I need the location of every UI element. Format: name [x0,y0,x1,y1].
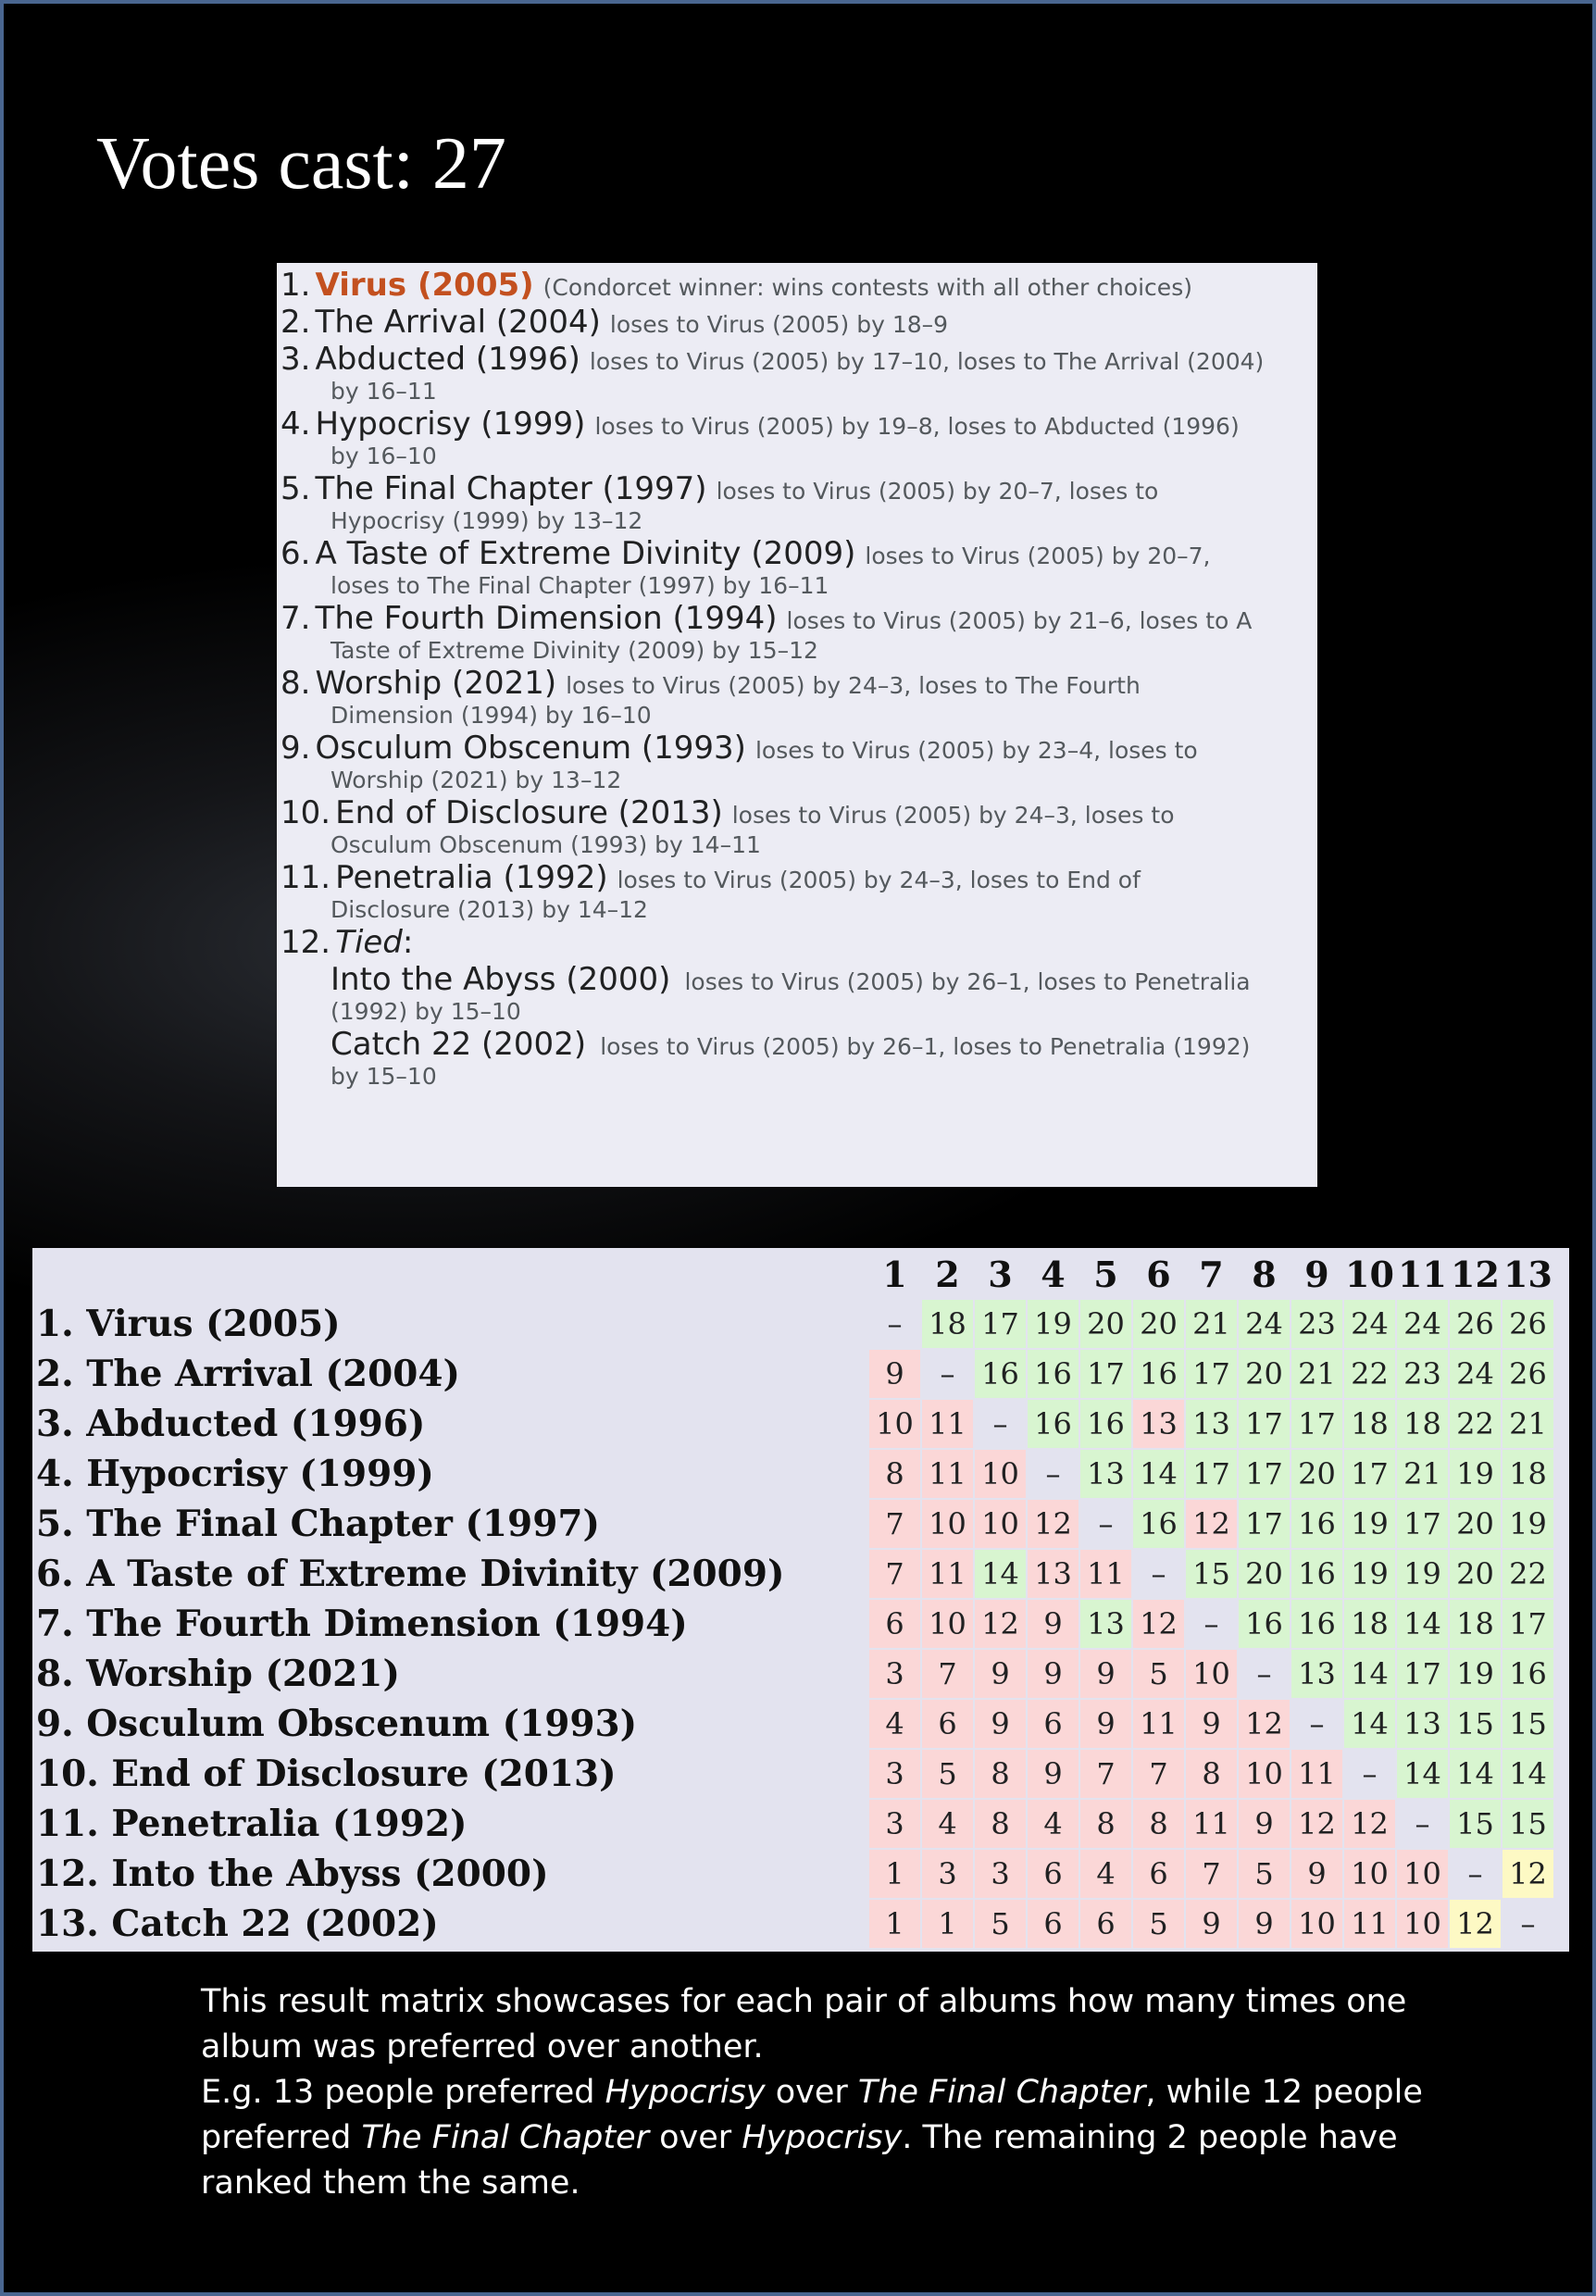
matrix-cell: 9 [1080,1650,1131,1698]
matrix-cell: 9 [1291,1850,1342,1898]
matrix-cell: 19 [1028,1300,1079,1348]
matrix-cell: – [1203,1606,1219,1641]
caption-text: , while 12 people preferred [201,2074,1423,2156]
ranking-entry [281,267,1317,304]
matrix-cell: – [1362,1756,1378,1791]
album-name: The Final Chapter (1997) [315,470,707,507]
tied-colon: : [402,924,414,961]
matrix-cell: 24 [1239,1300,1290,1348]
matrix-cell: 16 [1080,1400,1131,1448]
matrix-cell: 9 [1028,1750,1079,1798]
matrix-cell: 12 [1450,1900,1501,1948]
matrix-cell: 9 [1239,1900,1290,1948]
rank-number: 1. [281,267,311,304]
matrix-cell: 18 [922,1300,973,1348]
matrix-cell: 4 [1080,1850,1131,1898]
matrix-cell: 8 [1080,1800,1131,1848]
matrix-cell: 11 [922,1450,973,1498]
votes-cast-title: Votes cast: 27 [96,123,506,205]
matrix-row [36,1500,1553,1548]
matrix-cell: 24 [1450,1350,1501,1398]
matrix-cell: 18 [1344,1600,1395,1648]
matrix-cell: 13 [1028,1550,1079,1598]
matrix-cell: 12 [1291,1800,1342,1848]
ranking-entry [281,304,1317,341]
matrix-cell: 18 [1397,1400,1448,1448]
matrix-cell: 15 [1186,1550,1237,1598]
matrix-cell: 4 [1028,1800,1079,1848]
matrix-cell: 15 [1502,1700,1553,1748]
column-header: 1 [882,1253,907,1295]
rank-reason-cont: Hypocrisy (1999) by 13–12 [330,507,643,534]
matrix-cell: 22 [1450,1400,1501,1448]
matrix-cell: 19 [1344,1500,1395,1548]
ranking-entry [281,600,1317,665]
matrix-cell: 7 [1133,1750,1184,1798]
matrix-cell: 10 [869,1400,920,1448]
matrix-cell: 14 [1502,1750,1553,1798]
album-name: The Fourth Dimension (1994) [315,600,778,637]
matrix-cell: 10 [922,1500,973,1548]
row-header: 1. Virus (2005) [36,1303,341,1345]
matrix-cell: 11 [1344,1900,1395,1948]
column-header: 13 [1503,1253,1552,1295]
matrix-cell: 24 [1344,1300,1395,1348]
matrix-row [36,1450,1553,1498]
matrix-cell: 14 [1344,1700,1395,1748]
matrix-cell: 9 [869,1350,920,1398]
row-header: 10. End of Disclosure (2013) [36,1753,617,1795]
matrix-cell: – [1151,1556,1166,1591]
rank-reason: loses to Virus (2005) by 26–1, loses to Penetralia [684,968,1251,995]
caption-album: Hypocrisy [742,2119,903,2156]
matrix-cell: 10 [975,1450,1026,1498]
matrix-cell: 7 [922,1650,973,1698]
matrix-cell: 12 [1502,1850,1553,1898]
matrix-cell: 1 [922,1900,973,1948]
matrix-cell: 23 [1291,1300,1342,1348]
ranking-entry [281,341,1317,406]
matrix-cell: 20 [1133,1300,1184,1348]
caption-text: over [765,2074,858,2111]
matrix-cell: 6 [922,1700,973,1748]
matrix-cell: 16 [1291,1600,1342,1648]
rank-reason-cont: Osculum Obscenum (1993) by 14–11 [330,831,761,858]
album-name: End of Disclosure (2013) [335,794,723,831]
matrix-cell: – [1045,1456,1061,1491]
matrix-cell: 6 [1080,1900,1131,1948]
matrix-cell: 21 [1186,1300,1237,1348]
column-header: 5 [1093,1253,1118,1295]
matrix-cell: 13 [1080,1450,1131,1498]
matrix-cell: 12 [1133,1600,1184,1648]
row-header: 6. A Taste of Extreme Divinity (2009) [36,1553,785,1595]
matrix-cell: 6 [1028,1850,1079,1898]
matrix-cell: 12 [1028,1500,1079,1548]
matrix-cell: 20 [1450,1550,1501,1598]
matrix-cell: 10 [975,1500,1026,1548]
matrix-cell: 16 [1133,1500,1184,1548]
matrix-table [34,1248,1555,1950]
matrix-cell: 9 [1186,1900,1237,1948]
matrix-cell: 16 [1239,1600,1290,1648]
column-header: 7 [1199,1253,1224,1295]
matrix-cell: 16 [1291,1550,1342,1598]
matrix-cell: 12 [1186,1500,1237,1548]
matrix-row [36,1900,1553,1948]
album-name: Penetralia (1992) [335,859,608,896]
matrix-cell: 14 [1344,1650,1395,1698]
matrix-cell: 17 [975,1300,1026,1348]
matrix-cell: 20 [1080,1300,1131,1348]
matrix-cell: 21 [1502,1400,1553,1448]
matrix-cell: 16 [1502,1650,1553,1698]
matrix-cell: 13 [1133,1400,1184,1448]
column-header: 9 [1304,1253,1329,1295]
ranking-entry [281,470,1317,535]
column-header: 8 [1252,1253,1277,1295]
matrix-cell: 1 [869,1850,920,1898]
matrix-cell: 26 [1450,1300,1501,1348]
matrix-cell: 20 [1291,1450,1342,1498]
matrix-cell: 6 [1028,1900,1079,1948]
rank-reason-cont: Dimension (1994) by 16–10 [330,702,652,729]
rank-reason-cont: Disclosure (2013) by 14–12 [330,896,648,923]
rank-reason: loses to Virus (2005) by 17–10, loses to The Arrival (2004) [589,348,1265,375]
matrix-cell: 19 [1450,1650,1501,1698]
matrix-cell: 16 [1133,1350,1184,1398]
matrix-cell: 17 [1239,1450,1290,1498]
ranking-entry [281,794,1317,859]
row-header: 2. The Arrival (2004) [36,1353,461,1395]
rank-reason-cont: (1992) by 15–10 [330,998,521,1025]
rank-reason-cont: loses to The Final Chapter (1997) by 16–11 [330,572,829,599]
tied-item [281,1026,1317,1091]
matrix-cell: 18 [1502,1450,1553,1498]
tied-label: Tied [335,924,403,961]
matrix-cell: 19 [1450,1450,1501,1498]
matrix-cell: 16 [1028,1350,1079,1398]
matrix-cell: 13 [1291,1650,1342,1698]
rank-number: 7. [281,600,311,637]
column-header: 10 [1345,1253,1394,1295]
caption-line-2 [201,2070,1497,2206]
matrix-cell: 10 [1291,1900,1342,1948]
rank-reason: (Condorcet winner: wins contests with all other choices) [542,274,1192,301]
matrix-cell: 5 [1133,1650,1184,1698]
matrix-cell: 16 [975,1350,1026,1398]
rank-reason: loses to Virus (2005) by 21–6, loses to A [786,607,1253,634]
matrix-cell: 13 [1080,1600,1131,1648]
row-header: 13. Catch 22 (2002) [36,1903,439,1945]
matrix-cell: 7 [1080,1750,1131,1798]
album-name: Worship (2021) [315,665,557,702]
matrix-cell: 17 [1239,1500,1290,1548]
matrix-cell: 15 [1450,1700,1501,1748]
caption-text: over [649,2119,742,2156]
matrix-cell: 18 [1450,1600,1501,1648]
matrix-cell: 1 [869,1900,920,1948]
column-header: 6 [1146,1253,1171,1295]
rank-number: 12. [281,924,331,961]
matrix-cell: 4 [869,1700,920,1748]
matrix-row [36,1300,1553,1348]
matrix-cell: 12 [1344,1800,1395,1848]
rank-reason-cont: by 16–11 [330,378,437,405]
matrix-cell: 9 [975,1650,1026,1698]
rank-reason: loses to Virus (2005) by 24–3, loses to The Fourth [566,672,1141,699]
matrix-cell: 19 [1502,1500,1553,1548]
matrix-cell: 17 [1239,1400,1290,1448]
matrix-cell: 11 [922,1400,973,1448]
matrix-cell: 16 [1028,1400,1079,1448]
album-name: The Arrival (2004) [315,304,601,341]
matrix-cell: 8 [869,1450,920,1498]
rank-number: 4. [281,406,311,443]
matrix-cell: 17 [1186,1350,1237,1398]
matrix-row [36,1750,1553,1798]
matrix-cell: 10 [1397,1850,1448,1898]
matrix-cell: 24 [1397,1300,1448,1348]
rank-reason-cont: by 15–10 [330,1063,437,1090]
matrix-cell: 9 [1080,1700,1131,1748]
album-name: Into the Abyss (2000) [330,961,671,998]
rank-reason: loses to Virus (2005) by 24–3, loses to End of [617,867,1141,893]
caption-album: The Final Chapter [361,2119,649,2156]
rank-number: 3. [281,341,311,378]
rank-number: 2. [281,304,311,341]
column-header: 11 [1398,1253,1447,1295]
rank-reason: loses to Virus (2005) by 23–4, loses to [754,737,1198,764]
row-header: 7. The Fourth Dimension (1994) [36,1603,688,1645]
matrix-cell: 4 [922,1800,973,1848]
album-name: A Taste of Extreme Divinity (2009) [315,535,856,572]
matrix-cell: 9 [1028,1600,1079,1648]
matrix-cell: 3 [869,1800,920,1848]
ranking-entry [281,730,1317,794]
matrix-cell: 18 [1344,1400,1395,1448]
matrix-cell: 13 [1397,1700,1448,1748]
matrix-cell: 5 [1133,1900,1184,1948]
matrix-cell: 11 [922,1550,973,1598]
matrix-cell: 14 [975,1550,1026,1598]
matrix-cell: 15 [1450,1800,1501,1848]
matrix-cell: – [1098,1506,1114,1541]
caption-line-1: This result matrix showcases for each pair of albums how many times one album was preferred over another. [201,1983,1407,2065]
matrix-cell: 6 [1028,1700,1079,1748]
row-header: 8. Worship (2021) [36,1653,400,1695]
matrix-cell: 3 [922,1850,973,1898]
album-name: Osculum Obscenum (1993) [315,730,746,767]
matrix-cell: 5 [1239,1850,1290,1898]
matrix-cell: 8 [1186,1750,1237,1798]
rank-reason: loses to Virus (2005) by 18–9 [609,311,949,338]
matrix-cell: 19 [1397,1550,1448,1598]
matrix-cell: 17 [1186,1450,1237,1498]
caption [201,1979,1497,2206]
matrix-row [36,1400,1553,1448]
matrix-row [36,1350,1553,1398]
row-header: 3. Abducted (1996) [36,1403,426,1445]
row-header: 11. Penetralia (1992) [36,1803,468,1845]
matrix-cell: 10 [1397,1900,1448,1948]
album-name: Catch 22 (2002) [330,1026,587,1063]
matrix-cell: – [1309,1706,1325,1741]
matrix-cell: – [1520,1906,1536,1941]
matrix-cell: 9 [1028,1650,1079,1698]
matrix-cell: 3 [869,1750,920,1798]
caption-text: . The remaining 2 people have ranked them the same. [201,2119,1398,2202]
caption-album: The Final Chapter [857,2074,1146,2111]
matrix-row [36,1800,1553,1848]
rank-reason: loses to Virus (2005) by 24–3, loses to [731,802,1175,829]
matrix-cell: 17 [1397,1650,1448,1698]
ranking-entry [281,535,1317,600]
matrix-cell: 17 [1397,1500,1448,1548]
matrix-cell: 10 [1186,1650,1237,1698]
matrix-cell: 9 [975,1700,1026,1748]
matrix-cell: 22 [1502,1550,1553,1598]
album-name: Abducted (1996) [315,341,580,378]
matrix-cell: 9 [1239,1800,1290,1848]
matrix-cell: – [1415,1806,1430,1841]
matrix-cell: 21 [1291,1350,1342,1398]
corner-cell [36,1250,867,1298]
rank-number: 11. [281,859,331,896]
matrix-cell: 17 [1291,1400,1342,1448]
matrix-cell: 10 [1239,1750,1290,1798]
matrix-cell: 11 [1133,1700,1184,1748]
matrix-cell: – [940,1356,955,1391]
matrix-cell: 17 [1344,1450,1395,1498]
matrix-cell: 14 [1397,1600,1448,1648]
matrix-cell: 6 [1133,1850,1184,1898]
matrix-cell: 11 [1080,1550,1131,1598]
matrix-row [36,1700,1553,1748]
matrix-row [36,1850,1553,1898]
matrix-cell: 14 [1450,1750,1501,1798]
rank-reason: loses to Virus (2005) by 26–1, loses to Penetralia (1992) [600,1033,1251,1060]
rank-number: 8. [281,665,311,702]
matrix-cell: 5 [922,1750,973,1798]
matrix-cell: – [887,1306,903,1341]
matrix-cell: 7 [869,1500,920,1548]
album-name: Hypocrisy (1999) [315,406,586,443]
row-header: 5. The Final Chapter (1997) [36,1503,600,1545]
matrix-cell: 12 [975,1600,1026,1648]
matrix-cell: 17 [1080,1350,1131,1398]
matrix-cell: 8 [975,1750,1026,1798]
ranking-list [281,267,1317,924]
matrix-cell: 9 [1186,1700,1237,1748]
matrix-cell: 23 [1397,1350,1448,1398]
rank-reason-cont: Worship (2021) by 13–12 [330,767,622,793]
matrix-cell: 7 [869,1550,920,1598]
matrix-cell: 11 [1291,1750,1342,1798]
tied-item [281,961,1317,1026]
matrix-cell: – [992,1406,1008,1441]
matrix-cell: 15 [1502,1800,1553,1848]
tied-group [281,924,1317,1091]
caption-album: Hypocrisy [605,2074,766,2111]
rank-number: 10. [281,794,331,831]
row-header: 12. Into the Abyss (2000) [36,1853,549,1895]
column-header: 2 [935,1253,960,1295]
ranking-entry [281,665,1317,730]
rank-number: 5. [281,470,311,507]
rank-reason-cont: by 16–10 [330,443,437,469]
rank-reason: loses to Virus (2005) by 20–7, loses to [716,478,1159,505]
matrix-cell: 14 [1397,1750,1448,1798]
matrix-cell: 16 [1291,1500,1342,1548]
matrix-row [36,1650,1553,1698]
matrix-cell: 3 [869,1650,920,1698]
matrix-cell: 6 [869,1600,920,1648]
matrix-cell: 7 [1186,1850,1237,1898]
column-header: 12 [1451,1253,1500,1295]
matrix-cell: 8 [1133,1800,1184,1848]
album-name: Virus (2005) [315,267,534,304]
matrix-cell: 19 [1344,1550,1395,1598]
rank-reason: loses to Virus (2005) by 19–8, loses to Abducted (1996) [594,413,1240,440]
result-matrix [32,1248,1569,1952]
matrix-cell: 20 [1239,1350,1290,1398]
matrix-cell: 26 [1502,1350,1553,1398]
rank-reason-cont: Taste of Extreme Divinity (2009) by 15–12 [330,637,818,664]
ranking-panel [277,263,1317,1187]
row-header: 4. Hypocrisy (1999) [36,1453,434,1495]
matrix-cell: 3 [975,1850,1026,1898]
row-header: 9. Osculum Obscenum (1993) [36,1703,638,1745]
matrix-cell: 20 [1450,1500,1501,1548]
rank-number: 9. [281,730,311,767]
matrix-cell: 22 [1344,1350,1395,1398]
matrix-row [36,1550,1553,1598]
rank-number: 6. [281,535,311,572]
matrix-cell: 26 [1502,1300,1553,1348]
matrix-cell: – [1256,1656,1272,1691]
column-header: 3 [988,1253,1013,1295]
matrix-cell: 14 [1133,1450,1184,1498]
matrix-cell: 13 [1186,1400,1237,1448]
matrix-row [36,1600,1553,1648]
matrix-cell: 12 [1239,1700,1290,1748]
matrix-cell: 17 [1502,1600,1553,1648]
matrix-cell: 10 [922,1600,973,1648]
matrix-cell: – [1467,1856,1483,1891]
rank-reason: loses to Virus (2005) by 20–7, [865,543,1211,569]
matrix-cell: 5 [975,1900,1026,1948]
matrix-cell: 21 [1397,1450,1448,1498]
matrix-cell: 11 [1186,1800,1237,1848]
matrix-cell: 10 [1344,1850,1395,1898]
caption-text: E.g. 13 people preferred [201,2074,605,2111]
matrix-cell: 20 [1239,1550,1290,1598]
ranking-entry [281,859,1317,924]
ranking-entry [281,406,1317,470]
column-header: 4 [1041,1253,1066,1295]
matrix-cell: 8 [975,1800,1026,1848]
